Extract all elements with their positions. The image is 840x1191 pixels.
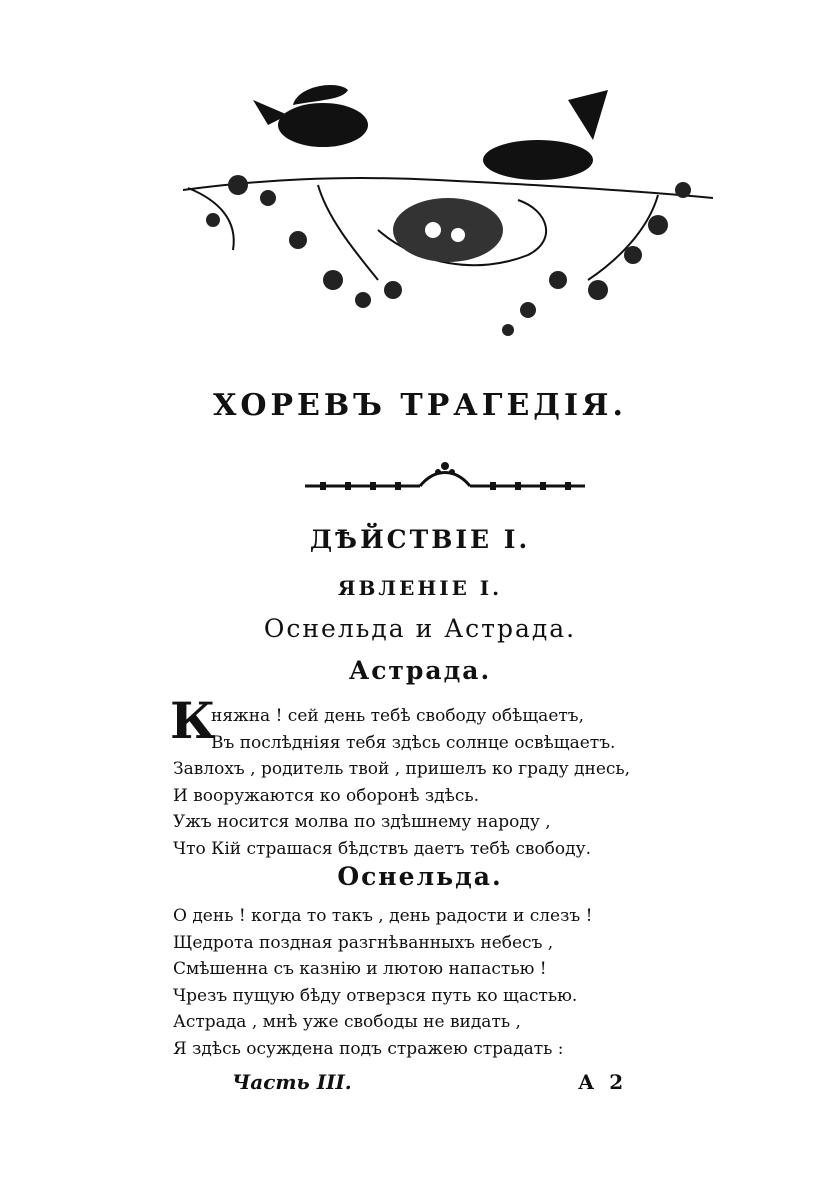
act-heading: ДѢЙСТВІЕ І. xyxy=(309,525,531,554)
verse-line: Ужъ носится молва по здѣшнему народу , xyxy=(173,812,551,832)
dramatis-personae: Оснельда и Астрада. xyxy=(263,614,577,643)
play-title: ХОРЕВЪ ТРАГЕДІЯ. xyxy=(213,388,627,423)
speech-astrada xyxy=(173,703,693,862)
speech-osnelda xyxy=(173,903,693,1062)
verse-line: Въ послѣдніяя тебя здѣсь солнце освѣщаетъ. xyxy=(211,732,616,753)
verse-line: Смѣшенна съ казнію и лютою напастью ! xyxy=(173,959,547,979)
page-footer xyxy=(0,1070,840,1100)
verse-line: Астрада , мнѣ уже свободы не видать , xyxy=(173,1012,521,1032)
verse-line: О день ! когда то такъ , день радости и слезъ ! xyxy=(173,906,593,926)
verse-line: няжна ! сей день тебѣ свободу обѣщаетъ, xyxy=(211,706,585,726)
verse-line: Я здѣсь осуждена подъ стражею страдать : xyxy=(173,1038,564,1059)
ornamental-rule-icon xyxy=(300,458,590,498)
scene-heading: ЯВЛЕНІЕ І. xyxy=(337,576,503,600)
verse-line: Щедрота поздная разгнѣванныхъ небесъ , xyxy=(173,932,554,953)
gathering-mark: А 2 xyxy=(578,1070,628,1094)
speaker-astrada: Астрада. xyxy=(348,656,492,685)
verse-line: Чрезъ пущую бѣду отверзся путь ко щастью. xyxy=(173,985,578,1006)
speaker-osnelda: Оснельда. xyxy=(337,862,503,891)
bird-nest-vignette-icon xyxy=(178,80,718,345)
verse-line: Завлохъ , родитель твой , пришелъ ко граду днесь, xyxy=(173,759,631,779)
signature-mark: Часть III. xyxy=(232,1070,352,1094)
drop-cap: К xyxy=(170,691,216,750)
verse-line: Что Кій страшася бѣдствъ даетъ тебѣ свободу. xyxy=(173,838,592,859)
verse-line: И вооружаются ко оборонѣ здѣсь. xyxy=(173,785,480,806)
